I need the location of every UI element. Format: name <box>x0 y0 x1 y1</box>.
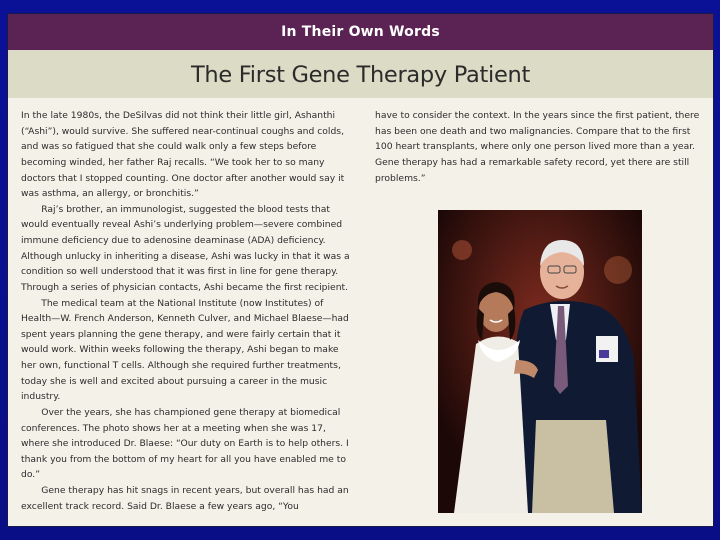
paragraph-3: The medical team at the National Institute (now Institutes) of Health—W. French Anderson, Kenneth Culver, and Michael Blaese—had spent years planning the gene therapy, and were fairly certain that it would work. Within weeks following the therapy, Ashi began to make her own, functional T cells. Although she required further treatments, today she is well and excited about pursuing a career in the music industry. <box>21 297 349 403</box>
page-title: The First Gene Therapy Patient <box>190 62 530 88</box>
title-band <box>8 50 713 98</box>
paragraph-4: Over the years, she has championed gene therapy at biomedical conferences. The photo shows her at a meeting when she was 17, where she introduced Dr. Blaese: “Our duty on Earth is to help others. I thank you from the bottom of my heart for all you have enabled me to do.” <box>21 406 349 481</box>
right-column <box>375 108 705 186</box>
paragraph-2: Raj’s brother, an immunologist, suggested the blood tests that would eventually reveal Ashi’s underlying problem—severe combined immune deficiency due to adenosine deaminase (ADA) deficiency. Although unlucky in inheriting a disease, Ashi was lucky in that it was a condition so well understood that it was first in line for gene therapy. Through a series of physician contacts, Ashi became the first recipient. <box>21 203 350 293</box>
paragraph-5: Gene therapy has hit snags in recent years, but overall has had an excellent track record. Said Dr. Blaese a few years ago, “You <box>21 485 349 512</box>
sidebar-header: In Their Own Words <box>8 14 713 50</box>
photo-ashi-and-dr-blaese <box>438 210 642 513</box>
left-column <box>21 108 351 514</box>
textbook-page <box>7 13 714 527</box>
paragraph-6: have to consider the context. In the years since the first patient, there has been one death and two malignancies. Compare that to the first 100 heart transplants, where only one person lived more than a year. Gene therapy has had a remarkable safety record, yet there are still problems.” <box>375 110 700 184</box>
paragraph-1: In the late 1980s, the DeSilvas did not think their little girl, Ashanthi (“Ashi”), would survive. She suffered near-continual coughs and colds, and was so fatigued that she could walk only a few steps before becoming winded, her father Raj recalls. “We took her to so many doctors that I stopped counting. One doctor after another would say it was asthma, an allergy, or bronchitis.” <box>21 110 345 200</box>
